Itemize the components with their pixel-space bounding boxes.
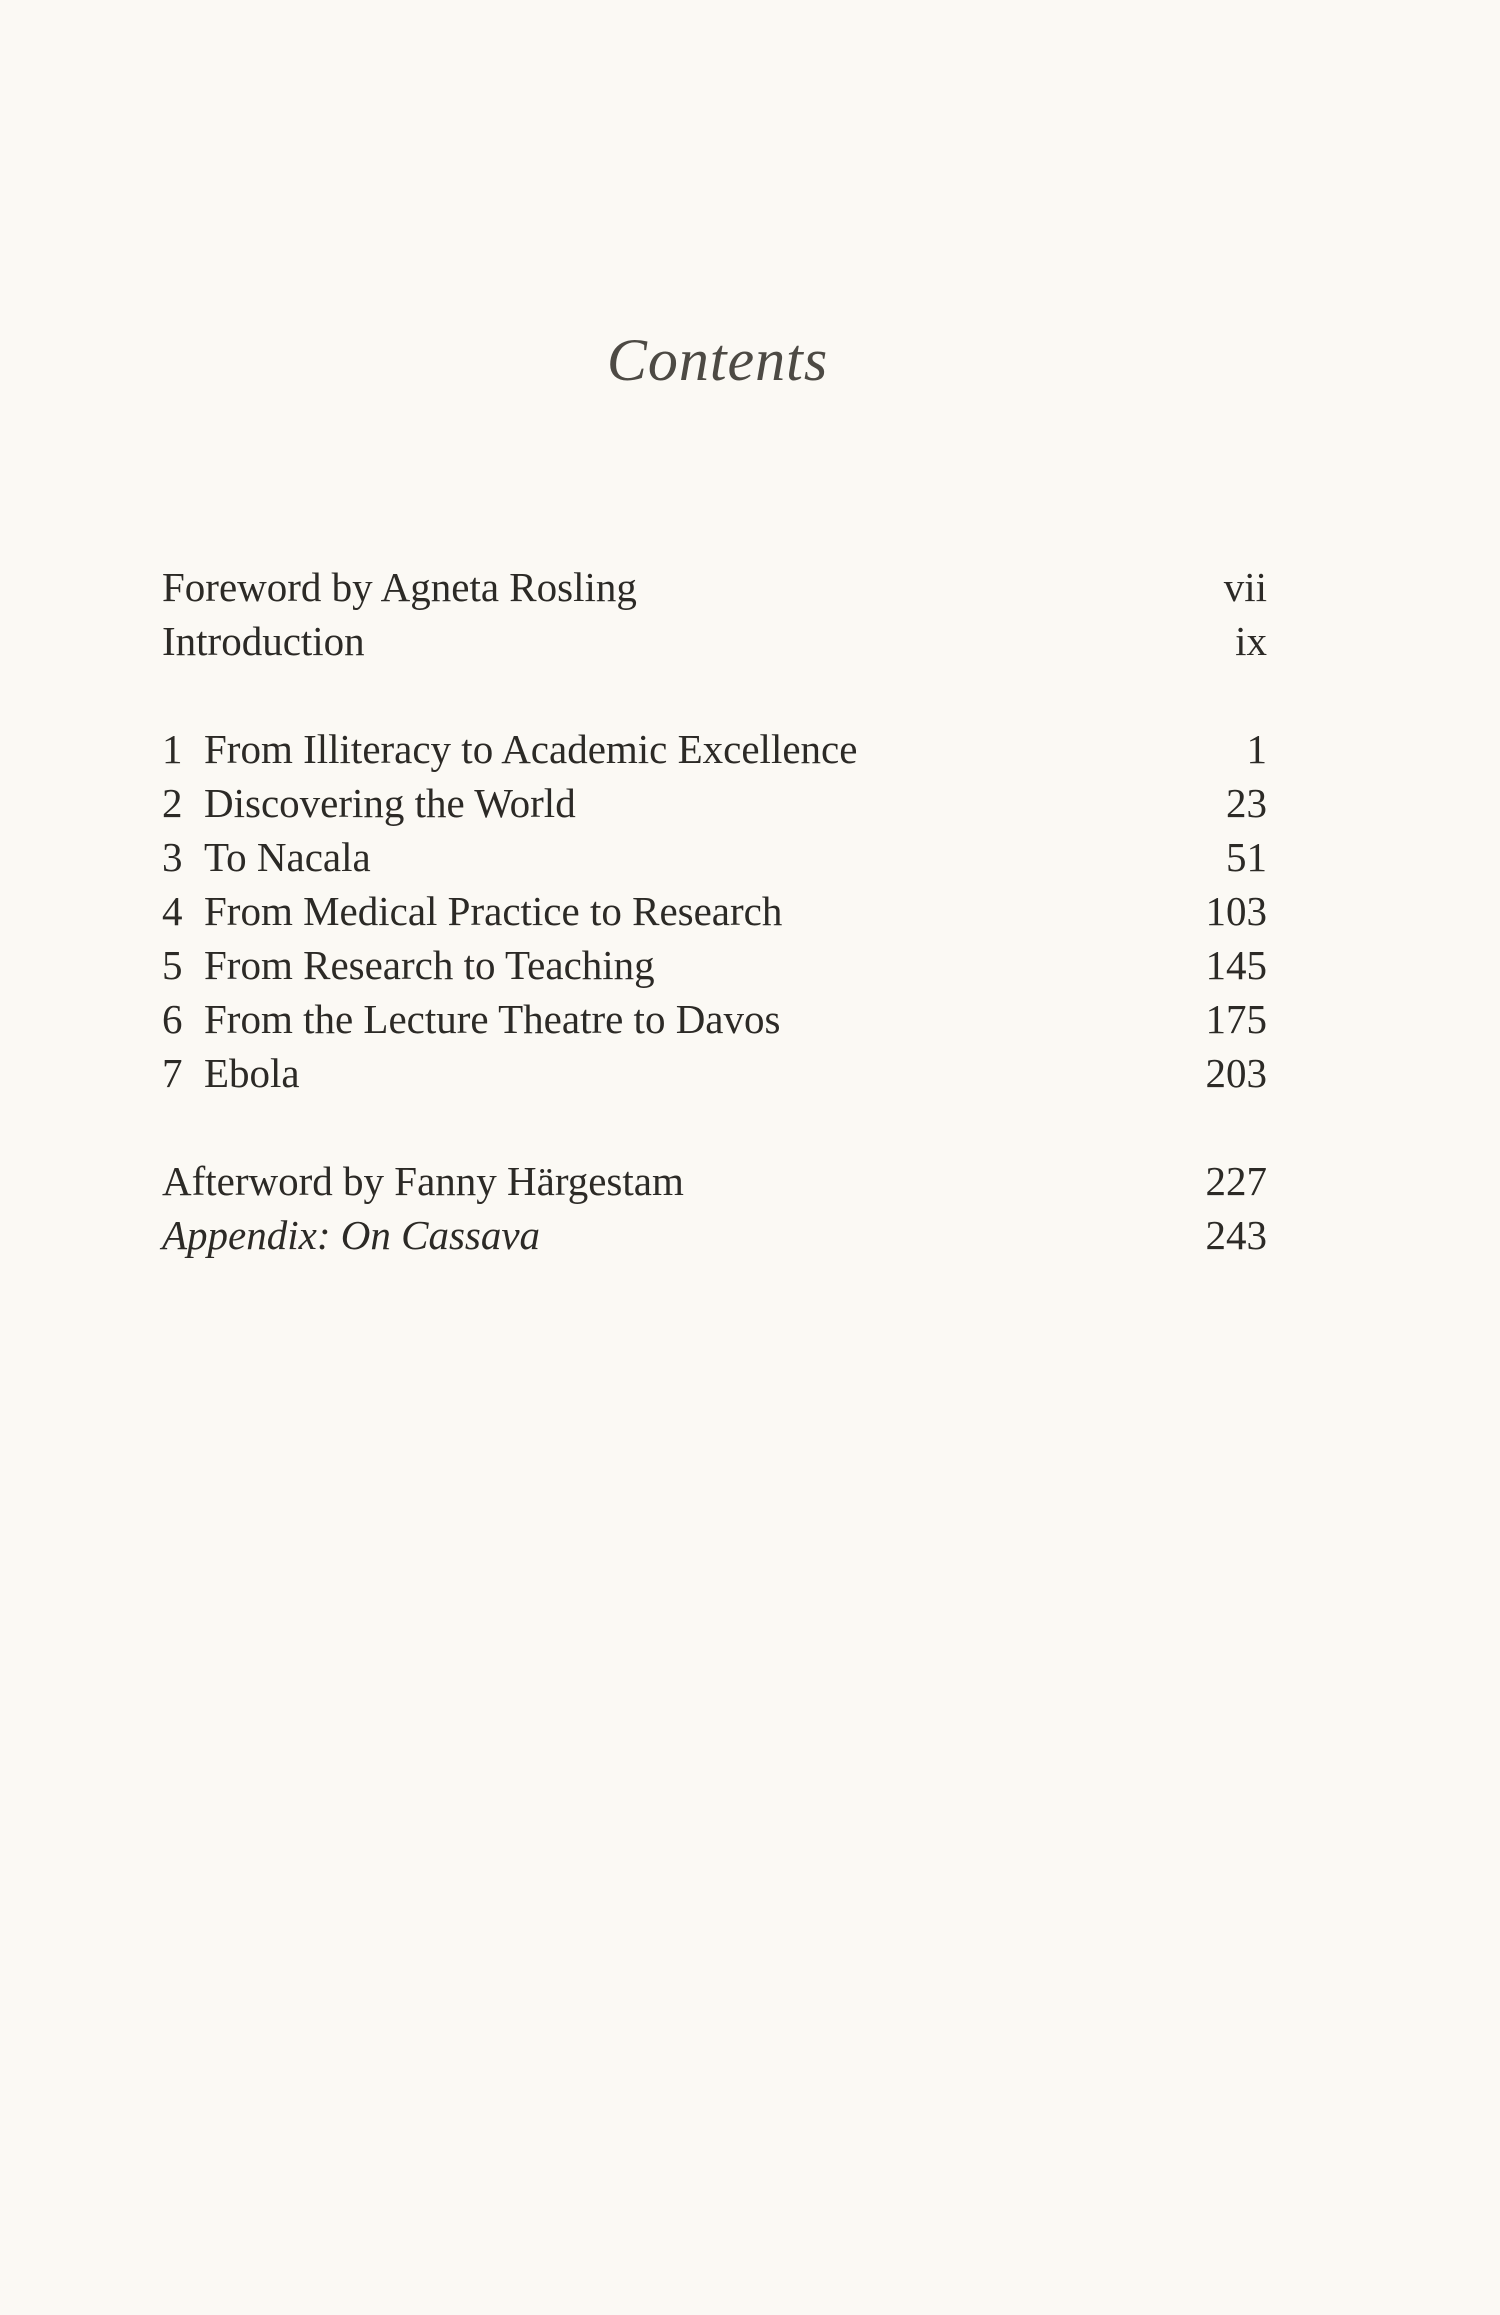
toc-entry-page: 103 [1205,888,1267,934]
toc-entry-page: ix [1235,618,1267,664]
toc-chapter-1[interactable] [162,722,1267,776]
table-of-contents [162,560,1267,1262]
page-title: Contents [606,327,829,393]
chapter-title: Ebola [204,1050,300,1096]
toc-entry-label: Appendix: On Cassava [162,1212,541,1258]
toc-entry-afterword[interactable] [162,1154,1267,1208]
toc-entry-label: Afterword by Fanny Härgestam [162,1158,684,1204]
toc-entry-page: 227 [1205,1158,1267,1204]
toc-entry-page: 23 [1226,780,1267,826]
chapter-number: 6 [162,996,183,1042]
toc-entry-page: 175 [1205,996,1267,1042]
toc-chapter-6[interactable] [162,992,1267,1046]
chapter-title: To Nacala [204,834,371,880]
chapter-title: From Medical Practice to Research [204,888,783,934]
toc-chapter-2[interactable] [162,776,1267,830]
toc-entry-page: 1 [1246,726,1267,772]
chapter-title: Discovering the World [204,780,576,826]
chapter-title: From Research to Teaching [204,942,655,988]
toc-entry-page: vii [1223,564,1267,610]
chapter-number: 4 [162,888,183,934]
chapter-number: 5 [162,942,183,988]
toc-entry-page: 51 [1226,834,1267,880]
chapter-number: 3 [162,834,183,880]
toc-chapter-4[interactable] [162,884,1267,938]
toc-entry-introduction[interactable] [162,614,1267,668]
toc-chapter-7[interactable] [162,1046,1267,1100]
chapter-number: 7 [162,1050,183,1096]
section-gap [162,668,1267,722]
toc-entry-foreword[interactable] [162,560,1267,614]
chapter-title: From Illiteracy to Academic Excellence [204,726,858,772]
toc-entry-page: 203 [1205,1050,1267,1096]
chapter-title: From the Lecture Theatre to Davos [204,996,781,1042]
toc-entry-label: Introduction [162,618,365,664]
toc-chapter-3[interactable] [162,830,1267,884]
section-gap [162,1100,1267,1154]
toc-entry-label: Foreword by Agneta Rosling [162,564,637,610]
toc-entry-page: 145 [1205,942,1267,988]
chapter-number: 1 [162,726,183,772]
toc-entry-page: 243 [1205,1212,1267,1258]
toc-chapter-5[interactable] [162,938,1267,992]
chapter-number: 2 [162,780,183,826]
toc-entry-appendix[interactable] [162,1208,1267,1262]
